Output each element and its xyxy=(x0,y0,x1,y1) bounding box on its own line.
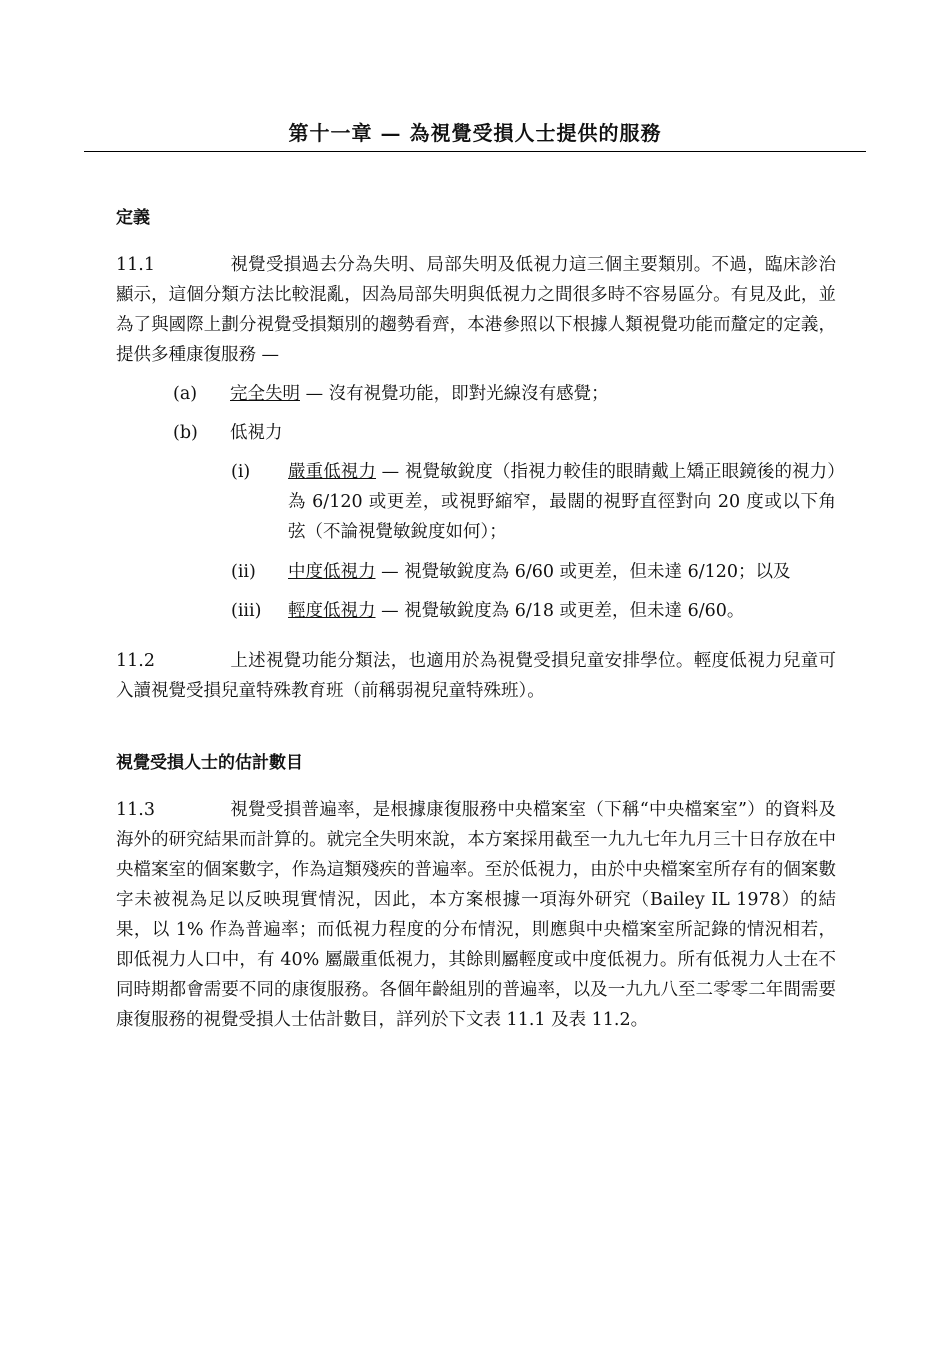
term-severe-low-vision: 嚴重低視力 xyxy=(288,462,377,482)
list-marker: (i) xyxy=(231,462,251,482)
paragraph-text: 視覺受損普遍率，是根據康復服務中央檔案室（下稱“中央檔案室”）的資料及海外的研究結果而計算的。就完全失明來說，本方案採用截至一九九七年九月三十日存放在中央檔案室的個案數字，作為這類殘疾的普遍率。至於低視力，由於中央檔案室所存有的個案數字未被視為足以反映現實情況，因此，本方案根據一項海外研究（Bailey IL 1978）的結果，以 1% 作為普遍率；而低視力程度的分布情況，則應與中央檔案室所記錄的情況相若，即低視力人口中，有 40% 屬嚴重低視力，其餘則屬輕度或中度低視力。所有低視力人士在不同時期都會需要不同的康復服務。各個年齡組別的普遍率，以及一九九八至二零零二年間需要康復服務的視覺受損人士估計數目，詳列於下文表 11.1 及表 11.2。 xyxy=(116,800,836,1030)
chapter-title: 第十一章 — 為視覺受損人士提供的服務 xyxy=(288,121,662,145)
paragraph-text: 上述視覺功能分類法，也適用於為視覺受損兒童安排學位。輕度低視力兒童可入讀視覺受損兒童特殊教育班（前稱弱視兒童特殊班）。 xyxy=(116,651,836,701)
paragraph-number: 11.1 xyxy=(116,255,155,275)
section-heading-definition: 定義 xyxy=(116,208,150,228)
list-marker: (ii) xyxy=(231,562,256,582)
term-definition: — 視覺敏銳度（指視力較佳的眼睛戴上矯正眼鏡後的視力）為 6/120 或更差，或視野縮窄，最闊的視野直徑對向 20 度或以下角弦（不論視覺敏銳度如何）； xyxy=(288,462,837,542)
term-mild-low-vision: 輕度低視力 xyxy=(288,601,376,621)
section-heading-estimate: 視覺受損人士的估計數目 xyxy=(116,753,303,773)
paragraph-11-2 xyxy=(116,646,836,706)
term-definition: — 視覺敏銳度為 6/18 或更差，但未達 6/60。 xyxy=(375,601,745,621)
title-divider xyxy=(84,151,866,152)
list-marker: (b) xyxy=(173,423,198,443)
paragraph-number: 11.3 xyxy=(116,800,155,820)
paragraph-11-1 xyxy=(116,250,836,370)
term-definition: — 視覺敏銳度為 6/60 或更差，但未達 6/120；以及 xyxy=(375,562,791,582)
list-marker: (iii) xyxy=(231,601,262,621)
paragraph-11-3 xyxy=(116,795,836,1035)
paragraph-number: 11.2 xyxy=(116,651,155,671)
term-definition: — 沒有視覺功能，即對光線沒有感覺； xyxy=(300,384,609,404)
term-moderate-low-vision: 中度低視力 xyxy=(288,562,376,582)
list-marker: (a) xyxy=(173,384,198,404)
term-low-vision: 低視力 xyxy=(230,423,283,443)
paragraph-text: 視覺受損過去分為失明、局部失明及低視力這三個主要類別。不過，臨床診治顯示，這個分類方法比較混亂，因為局部失明與低視力之間很多時不容易區分。有見及此，並為了與國際上劃分視覺受損類別的趨勢看齊，本港參照以下根據人類視覺功能而釐定的定義，提供多種康復服務 — xyxy=(116,255,836,365)
term-total-blindness: 完全失明 xyxy=(230,384,300,404)
